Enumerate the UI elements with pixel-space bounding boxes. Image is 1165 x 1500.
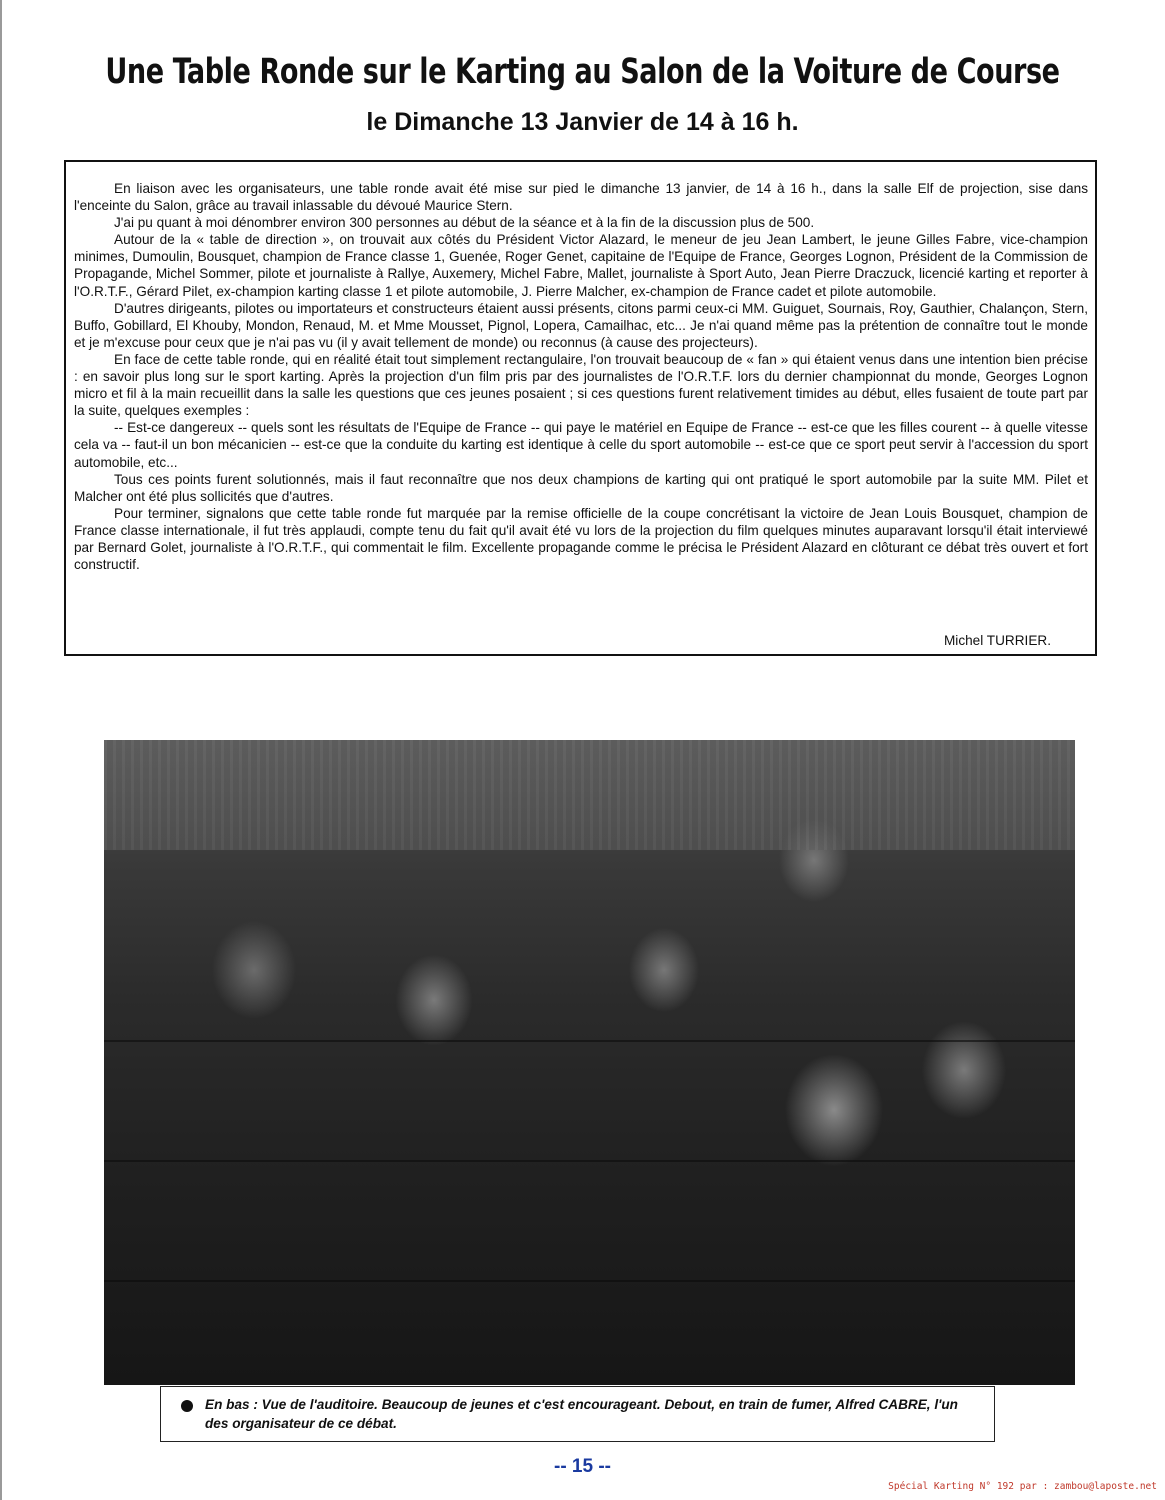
article-paragraph: Tous ces points furent solutionnés, mais il faut reconnaître que nos deux champions de karting qui ont pratiqué le sport automobile par la suite MM. Pilet et Malcher ont été plus sollicités que d'autres. xyxy=(74,471,1088,504)
footer-credit: Spécial Karting N° 192 par : zambou@laposte.net xyxy=(888,1481,1157,1492)
article-paragraph: -- Est-ce dangereux -- quels sont les résultats de l'Equipe de France -- qui paye le matériel en Equipe de France -- est-ce que les filles courent -- à quelle vitesse cela va -- faut-il un bon mécanicien -- est-ce que la conduite du karting est identique à celle du sport automobile -- est-ce que ce sport peut servir à l'accession du sport automobile, etc... xyxy=(74,420,1088,470)
article-paragraph: D'autres dirigeants, pilotes ou importateurs et constructeurs étaient aussi présents, citons parmi ceux-ci MM. Guiguet, Sournais, Roy, Gauthier, Chalançon, Stern, Buffo, Gobillard, El Khouby, Mondon, Renaud, M. et Mme Mousset, Pignol, Lopera, Camailhac, etc... Je n'ai quand même pas la prétention de connaître tout le monde et je m'excuse pour ceux que je n'ai pas vu (il y avait tellement de monde) ou reconnus (à cause des projecteurs). xyxy=(74,300,1088,350)
article-box xyxy=(64,160,1097,656)
article-paragraph: Pour terminer, signalons que cette table ronde fut marquée par la remise officielle de la coupe concrétisant la victoire de Jean Louis Bousquet, champion de France classe internationale, il fut très applaudi, compte tenu du fait qu'il avait été vu lors de la projection du film quelques minutes auparavant lorsqu'il était interviewé par Bernard Golet, journaliste à l'O.R.T.F., qui commentait le film. Excellente propagande comme le précisa le Président Alazard en clôturant ce débat très ouvert et fort constructif. xyxy=(74,505,1088,573)
photo-back-wall xyxy=(104,740,1075,850)
page-number: -- 15 -- xyxy=(554,1456,611,1477)
article-body xyxy=(74,180,1088,573)
article-paragraph: En liaison avec les organisateurs, une table ronde avait été mise sur pied le dimanche 13 janvier, de 14 à 16 h., dans la salle Elf de projection, sise dans l'enceinte du Salon, grâce au travail inlassable du dévoué Maurice Stern. xyxy=(74,181,1088,214)
page-subtitle: le Dimanche 13 Janvier de 14 à 16 h. xyxy=(366,108,799,136)
article-paragraph: En face de cette table ronde, qui en réalité était tout simplement rectangulaire, l'on trouvait beaucoup de « fan » qui étaient venus dans une intention bien précise : en savoir plus long sur le sport karting. Après la projection d'un film pris par des journalistes de l'O.R.T.F. lors du dernier championnat du monde, Georges Lognon micro et fil à la main recueillit dans la salle les questions que ces jeunes posaient ; si ces questions furent relativement timides au début, elles fusaient de toute part par la suite, quelques exemples : xyxy=(74,351,1088,419)
bullet-icon xyxy=(181,1400,193,1412)
photo-seat-row xyxy=(104,1040,1075,1042)
article-paragraph: Autour de la « table de direction », on trouvait aux côtés du Président Victor Alazard, le meneur de jeu Jean Lambert, le jeune Gilles Fabre, vice-champion minimes, Dumoulin, Bousquet, champion de France classe 1, Guenée, Roger Genet, capitaine de l'Equipe de France, Georges Lognon, Président de la Commission de Propagande, Michel Sommer, pilote et journaliste à Rallye, Auxemery, Michel Fabre, Mallet, journaliste à Sport Auto, Jean Pierre Draczuck, licencié karting et reporter à l'O.R.T.F., Gérard Pilet, ex-champion karting classe 1 et pilote automobile, J. Pierre Malcher, ex-champion de France cadet et pilote automobile. xyxy=(74,232,1088,299)
page-title: Une Table Ronde sur le Karting au Salon de la Voiture de Course xyxy=(105,52,1060,92)
photo-caption: En bas : Vue de l'auditoire. Beaucoup de jeunes et c'est encourageant. Debout, en train de fumer, Alfred CABRE, l'un des organisateur de ce débat. xyxy=(205,1397,958,1431)
photo-caption-box xyxy=(160,1386,995,1442)
photo-seat-row xyxy=(104,1160,1075,1162)
article-signature: Michel TURRIER. xyxy=(943,633,1051,648)
audience-photo xyxy=(104,740,1075,1385)
photo-seat-row xyxy=(104,1280,1075,1282)
article-paragraph: J'ai pu quant à moi dénombrer environ 300 personnes au début de la séance et à la fin de la discussion plus de 500. xyxy=(114,215,815,231)
page-edge xyxy=(0,0,2,1500)
